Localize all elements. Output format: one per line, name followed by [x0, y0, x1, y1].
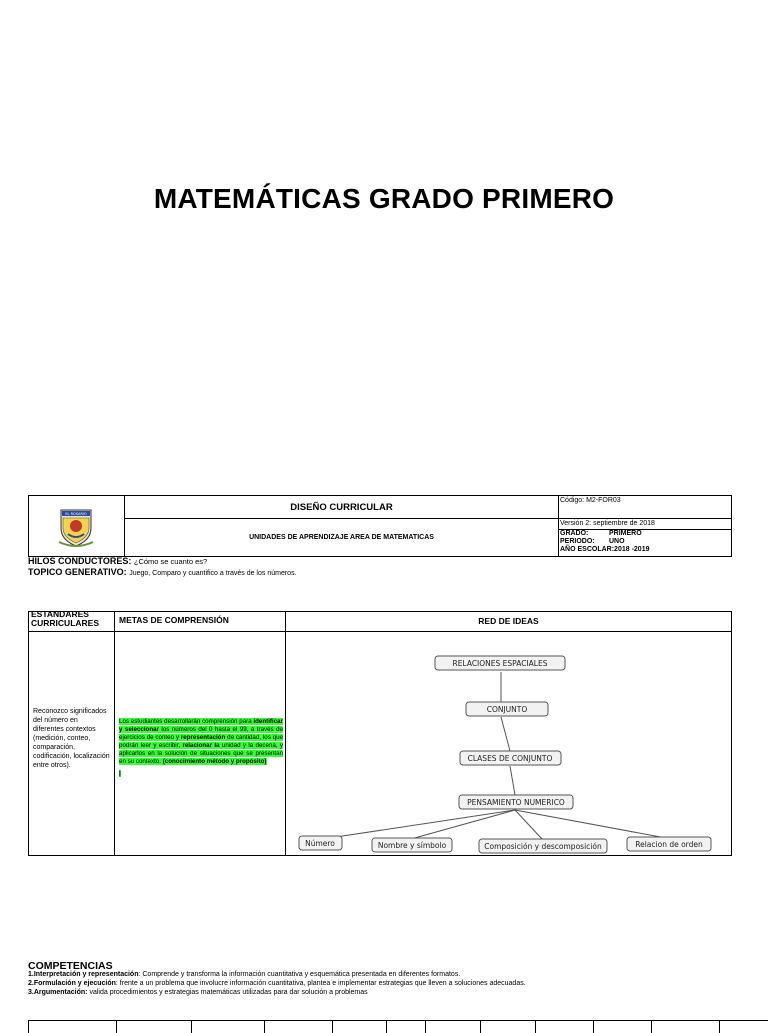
node-numero: [299, 836, 342, 850]
svg-text:CONJUNTO: CONJUNTO: [486, 705, 528, 714]
svg-text:CLASES DE CONJUNTO: CLASES DE CONJUNTO: [467, 754, 553, 763]
topico-label: TOPICO GENERATIVO:: [28, 567, 127, 577]
ideas-header-text: RED DE IDEAS: [478, 616, 539, 626]
school-logo: [56, 504, 96, 548]
next-table-top: [28, 1020, 768, 1033]
version-cell: [559, 519, 732, 557]
svg-text:PENSAMIENTO NUMERICO: PENSAMIENTO NUMERICO: [467, 798, 565, 807]
goals-header-text: METAS DE COMPRENSIÓN: [119, 615, 229, 625]
standards-header: [29, 612, 115, 632]
svg-text:Nombre y símbolo: Nombre y símbolo: [377, 841, 447, 850]
svg-text:Número: Número: [305, 839, 335, 848]
school-logo-text: EL ROSARIO: [65, 512, 87, 516]
svg-text:Relacion de orden: Relacion de orden: [635, 840, 703, 849]
document-code: Código: M2-FOR03: [560, 497, 621, 504]
node-pensamiento-numerico: [459, 795, 573, 809]
hilos-label: HILOS CONDUCTORES:: [28, 556, 132, 566]
node-relacion-de-orden: [627, 837, 711, 851]
competencia-item: 1.Interpretación y representación: Comprende y transforma la información cuantitativa y esquemática presentada en diferentes formatos.: [28, 971, 461, 978]
standard-text: Reconozco significados del número en diferentes contextos (medición, conteo, comparación, codificación, localización entre otros).: [33, 708, 110, 769]
version-text: Versión 2: septiembre de 2018: [560, 520, 655, 527]
period-label: PERIODO:: [560, 538, 595, 545]
ideas-map-cell: [286, 632, 732, 856]
hilos-value: ¿Cómo se cuanto es?: [133, 557, 208, 566]
curriculum-main-table: [28, 611, 732, 856]
school-year: AÑO ESCOLAR:2018 -2019: [560, 546, 650, 553]
goal-text: Los estudiantes desarrollarán comprensión para identificar y seleccionar los números del 0 hasta el 99, a través de ejercicios de conteo y representación de cantidad, los que podrán leer y escribir, relacionar la unidad y la decena, y aplicarlos en la solución de situaciones que se presentan en su contexto. (conocimiento método y propósito) |: [119, 718, 283, 777]
competencias-title: COMPETENCIAS: [28, 960, 113, 972]
node-composicion-y-descomposicion: [479, 839, 607, 853]
ideas-header: [286, 612, 732, 632]
code-cell: [559, 496, 732, 519]
competencia-item: 2.Formulación y ejecución: frente a un problema que involucre información cuantitativa, plantea e implementar estrategias que lleven a soluciones adecuadas.: [28, 980, 526, 987]
standard-cell: [29, 632, 115, 856]
threads-block: [28, 556, 297, 579]
period-value: UNO: [609, 538, 625, 545]
grade-label: GRADO:: [560, 530, 589, 537]
school-logo-cell: [29, 496, 125, 557]
grade-value: PRIMERO: [609, 530, 642, 537]
grade-period-block: [560, 530, 649, 554]
competencia-item: 3.Argumentación: valida procedimientos y estrategias matemáticas utilizadas para dar solución a problemas: [28, 989, 368, 996]
node-relaciones-espaciales: [435, 656, 565, 670]
svg-text:RELACIONES ESPACIALES: RELACIONES ESPACIALES: [452, 659, 548, 668]
goal-cell: [115, 632, 286, 856]
standards-header-text: ESTANDARES CURRICULARES: [31, 610, 99, 628]
goals-header: [115, 612, 286, 632]
topico-value: Juego, Comparo y cuantifico a través de los números.: [129, 570, 297, 577]
node-nombre-y-simbolo: [372, 838, 452, 852]
node-clases-de-conjunto: [460, 751, 561, 765]
svg-text:Composición y descomposición: Composición y descomposición: [484, 842, 602, 851]
design-title: DISEÑO CURRICULAR: [290, 502, 393, 513]
design-title-cell: [125, 496, 559, 519]
units-title: UNIDADES DE APRENDIZAJE AREA DE MATEMATICAS: [249, 534, 434, 541]
ideas-concept-map: [286, 632, 732, 855]
node-conjunto: [466, 702, 548, 716]
goal-mark: |: [119, 770, 121, 777]
units-title-cell: [125, 519, 559, 557]
curriculum-header-table: [28, 495, 732, 557]
document-title: MATEMÁTICAS GRADO PRIMERO: [153, 183, 615, 214]
